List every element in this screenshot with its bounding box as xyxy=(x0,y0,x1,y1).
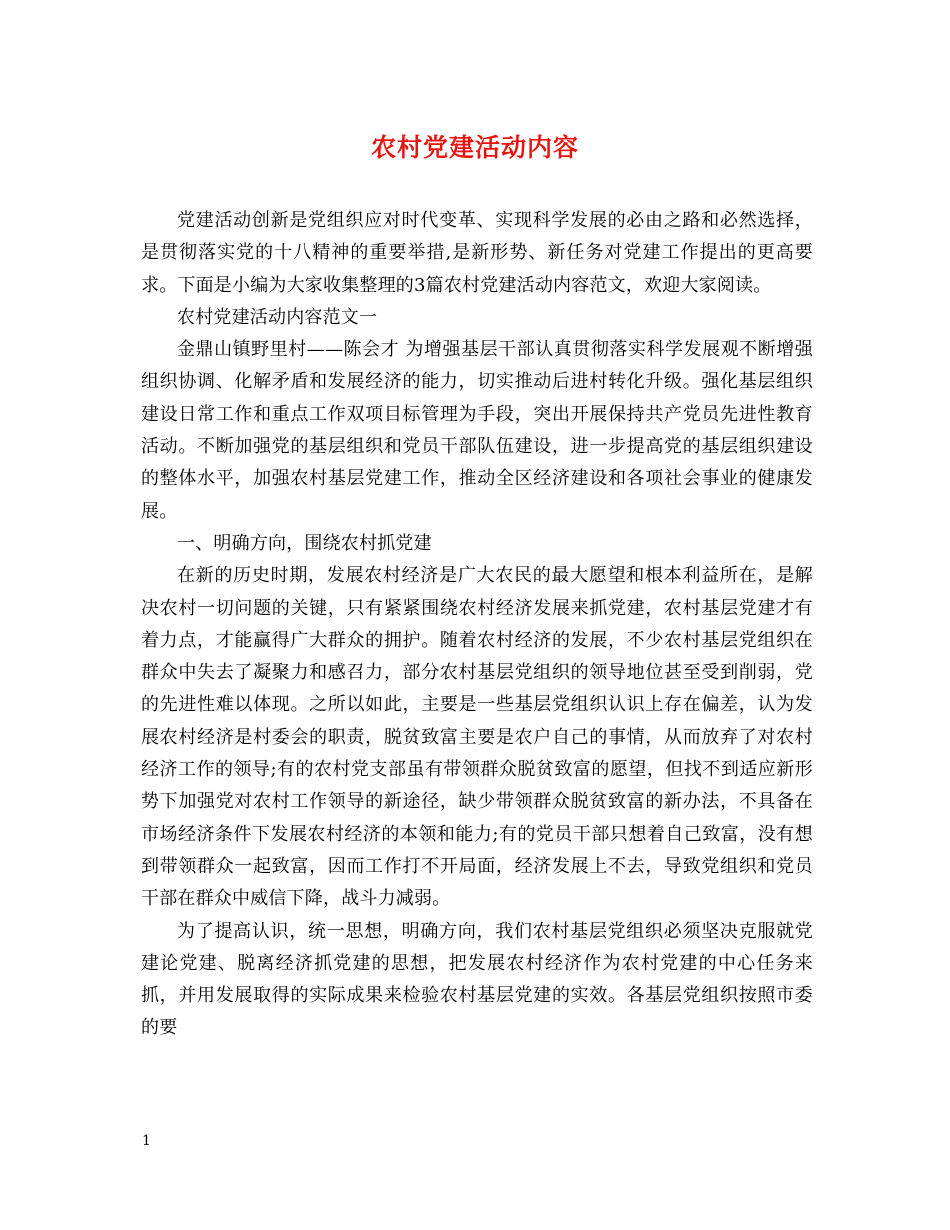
section-heading-sample-one: 农村党建活动内容范文一 xyxy=(177,306,378,328)
body-paragraph: 为了提高认识，统一思想，明确方向，我们农村基层党组织必须坚决克服就党建论党建、脱离经济抓党建的思想，把发展农村经济作为农村党建的中心任务来抓，并用发展取得的实际成果来检验农村基层党建的实效。各基层党组织按照市委的要 xyxy=(141,920,813,1039)
document-title: 农村党建活动内容 xyxy=(370,133,579,162)
section-heading-direction: 一、明确方向，围绕农村抓党建 xyxy=(177,532,432,554)
body-paragraph: 在新的历史时期，发展农村经济是广大农民的最大愿望和根本利益所在，是解决农村一切问题的关键，只有紧紧围绕农村经济发展来抓党建，农村基层党建才有着力点，才能赢得广大群众的拥护。随着农村经济的发展，不少农村基层党组织在群众中失去了凝聚力和感召力，部分农村基层党组织的领导地位甚至受到削弱，党的先进性难以体现。之所以如此，主要是一些基层党组织认识上存在偏差，认为发展农村经济是村委会的职责，脱贫致富主要是农户自己的事情，从而放弃了对农村经济工作的领导;有的农村党支部虽有带领群众脱贫致富的愿望，但找不到适应新形势下加强党对农村工作领导的新途径，缺少带领群众脱贫致富的新办法，不具备在市场经济条件下发展农村经济的本领和能力;有的党员干部只想着自己致富，没有想到带领群众一起致富，因而工作打不开局面，经济发展上不去，导致党组织和党员干部在群众中威信下降，战斗力减弱。 xyxy=(141,565,813,910)
body-paragraph: 金鼎山镇野里村——陈会才 为增强基层干部认真贯彻落实科学发展观不断增强组织协调、化解矛盾和发展经济的能力，切实推动后进村转化升级。强化基层组织建设日常工作和重点工作双项目标管理为手段，突出开展保持共产党员先进性教育活动。不断加强党的基层组织和党员干部队伍建设，进一步提高党的基层组织建设的整体水平，加强农村基层党建工作，推动全区经济建设和各项社会事业的健康发展。 xyxy=(141,339,813,522)
intro-paragraph: 党建活动创新是党组织应对时代变革、实现科学发展的必由之路和必然选择，是贯彻落实党的十八精神的重要举措,是新形势、新任务对党建工作提出的更高要求。下面是小编为大家收集整理的3篇农村党建活动内容范文，欢迎大家阅读。 xyxy=(141,210,813,296)
page-number: 1 xyxy=(142,1133,151,1149)
document-body xyxy=(141,205,813,1045)
